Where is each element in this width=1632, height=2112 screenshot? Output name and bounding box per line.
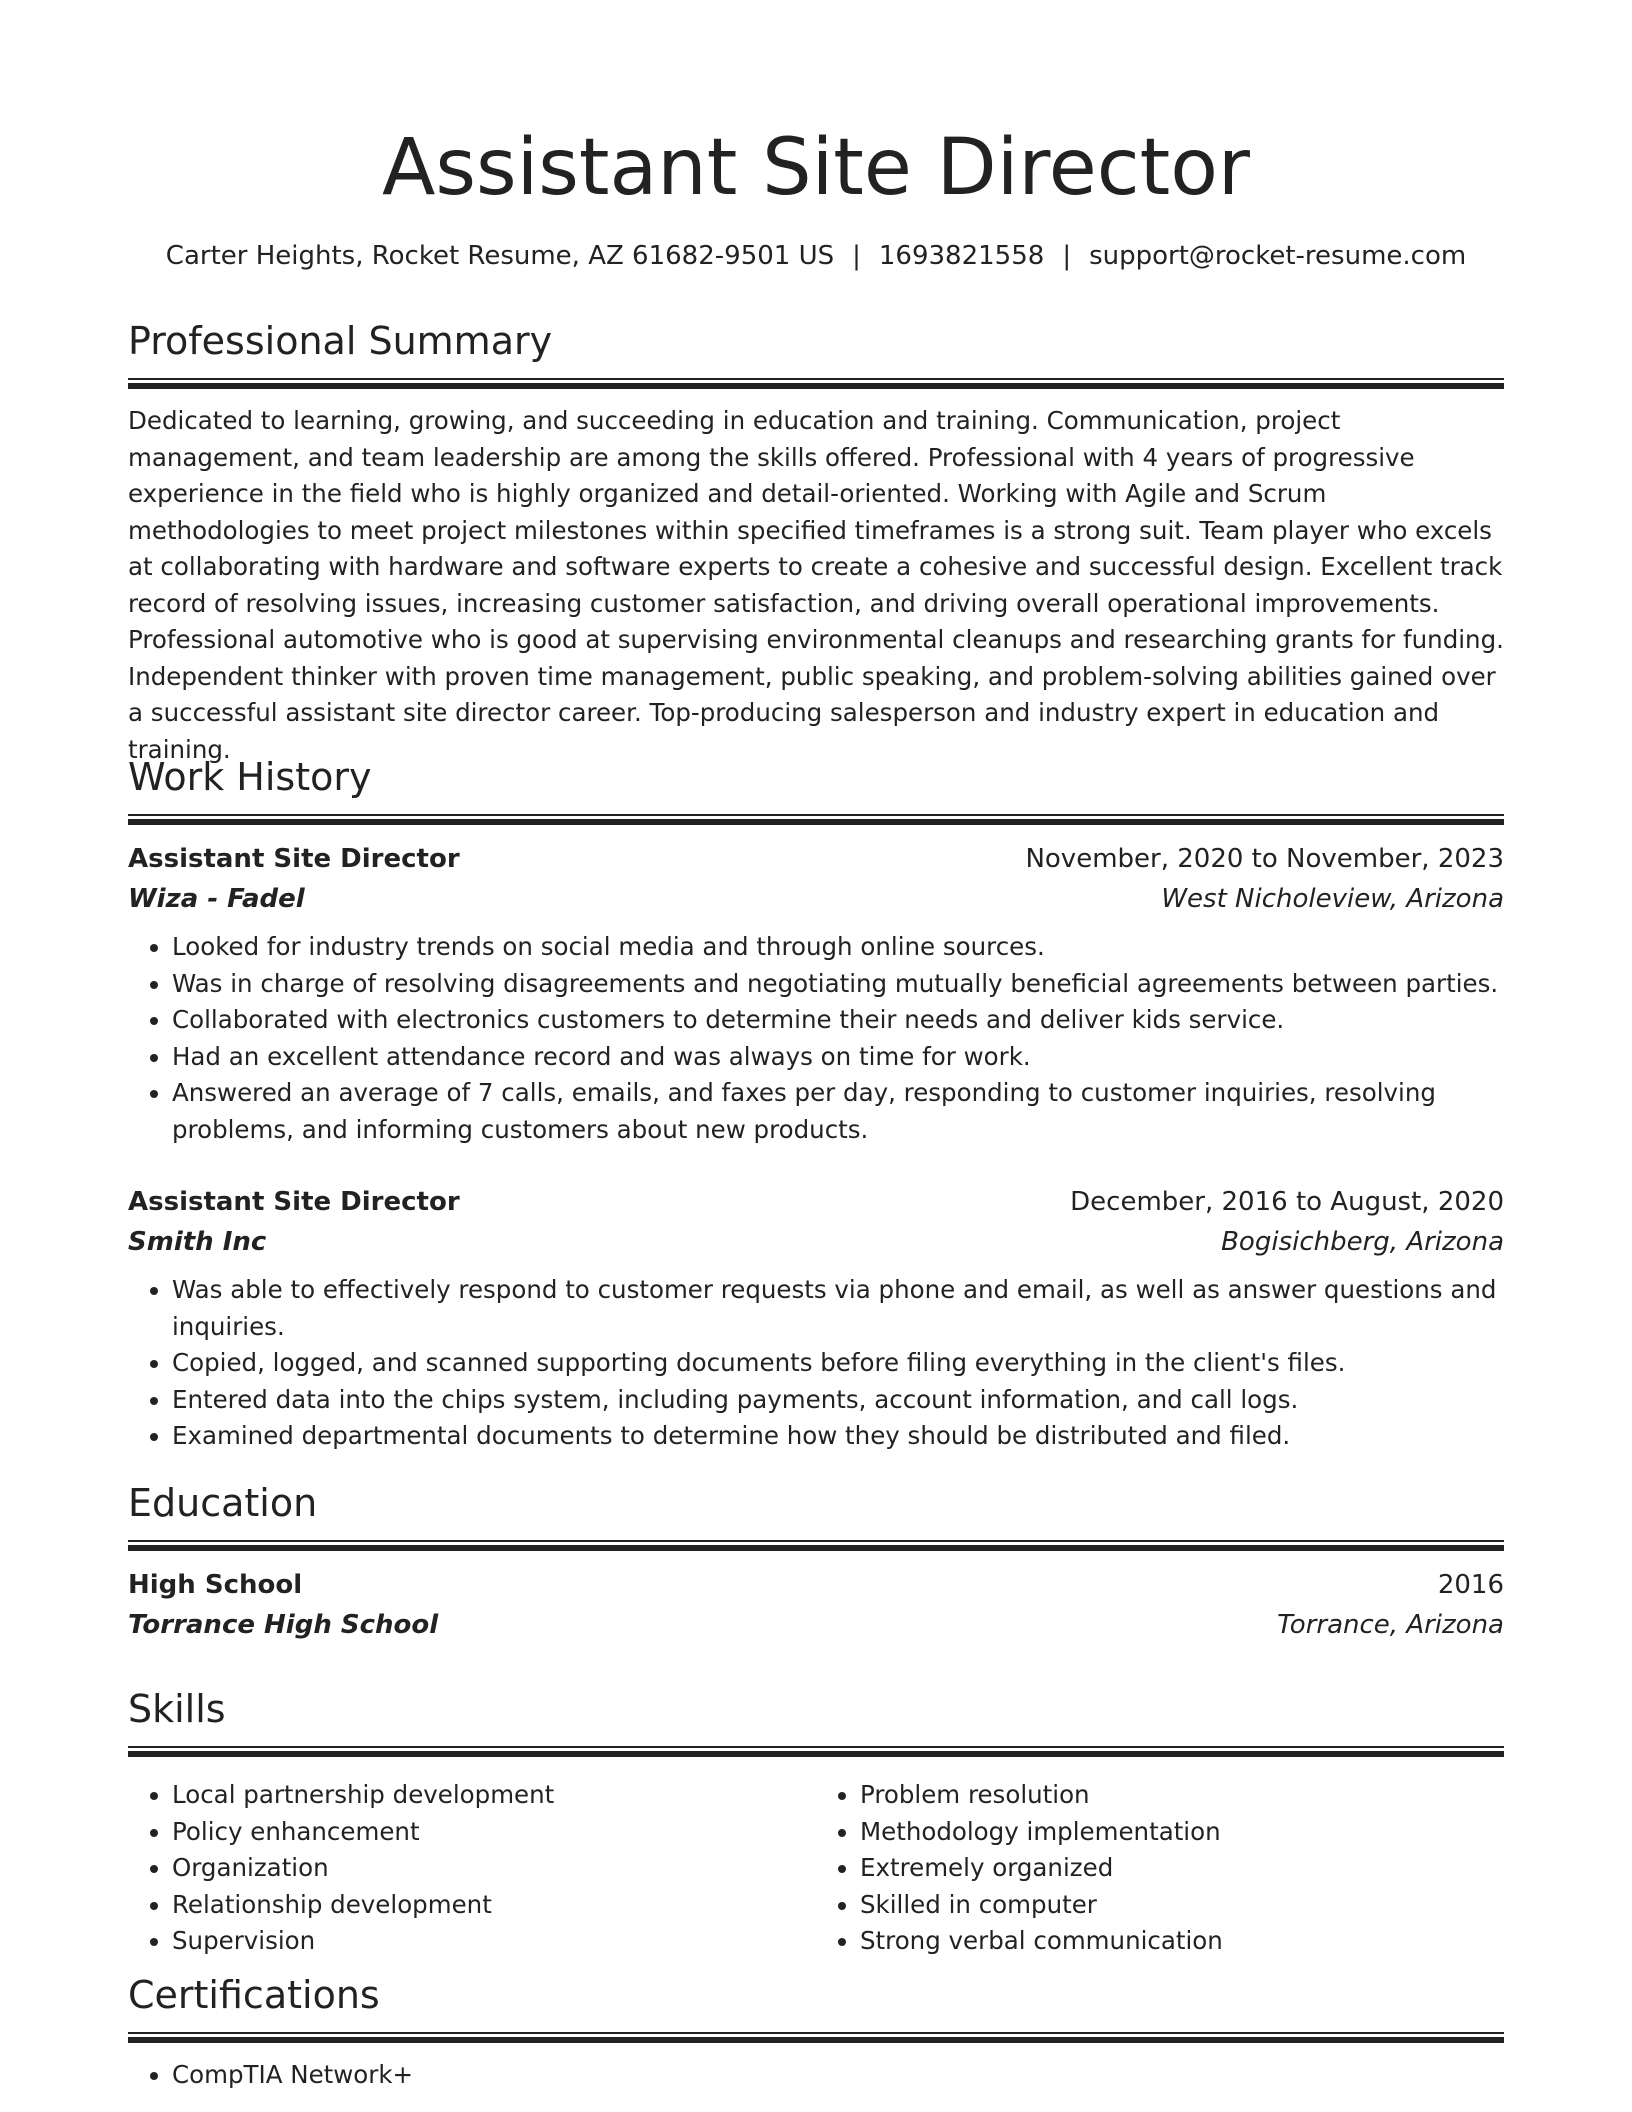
summary-text: Dedicated to learning, growing, and succeeding in education and training. Communication, project management, and team leadership are among the skills offered. Professional with 4 years of progressive experience in the field who is highly organized and detail-oriented. Working with Agile and Scrum methodologies to meet project milestones within specified timeframes is a strong suit. Team player who excels at collaborating with hardware and software experts to create a cohesive and successful design. Excellent track record of resolving issues, increasing customer satisfaction, and driving overall operational improvements. Professional automotive who is good at supervising environmental cleanups and researching grants for funding. Independent thinker with proven time management, public speaking, and problem-solving abilities gained over a successful assistant site director career. Top-producing salesperson and industry expert in education and training. [128, 406, 1504, 764]
certifications-list [128, 2057, 1504, 2094]
list-item: • Organization [172, 1850, 816, 1887]
list-item: • Strong verbal communication [860, 1923, 1504, 1960]
list-item: • Collaborated with electronics customers to determine their needs and deliver kids service. [172, 1002, 1504, 1039]
job-subheader [128, 879, 1504, 919]
certifications-section [128, 1970, 1504, 2094]
job-dates: November, 2020 to November, 2023 [1025, 844, 1504, 874]
contact-address: Carter Heights, Rocket Resume, AZ 61682-9501 US [165, 241, 835, 271]
education-year: 2016 [1437, 1570, 1504, 1600]
section-divider [128, 1746, 1504, 1757]
job-company: Wiza - Fadel [128, 884, 305, 914]
section-heading: Work History [128, 755, 372, 799]
skills-list-right [816, 1777, 1504, 1960]
job-bullets [128, 1272, 1504, 1455]
list-item: • Was in charge of resolving disagreements and negotiating mutually beneficial agreements between parties. [172, 966, 1504, 1003]
education-degree: High School [128, 1570, 303, 1600]
section-heading: Education [128, 1481, 318, 1525]
job-dates: December, 2016 to August, 2020 [1070, 1187, 1504, 1217]
list-item: • Had an excellent attendance record and was always on time for work. [172, 1039, 1504, 1076]
skills-grid [128, 1771, 1504, 1960]
job-entry [128, 1182, 1504, 1455]
contact-line [0, 238, 1632, 274]
list-item: • Extremely organized [860, 1850, 1504, 1887]
list-item: • Was able to effectively respond to customer requests via phone and email, as well as answer questions and inquiries. [172, 1272, 1504, 1345]
list-item: • Local partnership development [172, 1777, 816, 1814]
education-header [128, 1565, 1504, 1605]
list-item: • Skilled in computer [860, 1887, 1504, 1924]
list-item: • Examined departmental documents to determine how they should be distributed and filed. [172, 1418, 1504, 1455]
job-company: Smith Inc [128, 1227, 267, 1257]
contact-email: support@rocket-resume.com [1089, 241, 1467, 271]
education-location: Torrance, Arizona [1277, 1610, 1504, 1640]
list-item: • Copied, logged, and scanned supporting documents before filing everything in the client's files. [172, 1345, 1504, 1382]
education-section [128, 1478, 1504, 1645]
education-school: Torrance High School [128, 1610, 439, 1640]
job-title: Assistant Site Director [128, 1187, 460, 1217]
job-location: West Nicholeview, Arizona [1161, 884, 1504, 914]
summary-section [128, 316, 1504, 768]
job-header [128, 839, 1504, 879]
work-history-section [128, 752, 1504, 1455]
contact-phone: 1693821558 [878, 241, 1045, 271]
list-item: • Problem resolution [860, 1777, 1504, 1814]
list-item: • Answered an average of 7 calls, emails, and faxes per day, responding to customer inquiries, resolving problems, and informing customers about new products. [172, 1075, 1504, 1148]
education-subheader [128, 1605, 1504, 1645]
job-entry [128, 839, 1504, 1148]
section-heading: Skills [128, 1687, 226, 1731]
list-item: • Entered data into the chips system, including payments, account information, and call logs. [172, 1382, 1504, 1419]
job-subheader [128, 1222, 1504, 1262]
section-divider [128, 378, 1504, 389]
list-item: • Looked for industry trends on social media and through online sources. [172, 929, 1504, 966]
list-item: • Supervision [172, 1923, 816, 1960]
job-title: Assistant Site Director [128, 844, 460, 874]
skills-section [128, 1684, 1504, 1960]
list-item: • CompTIA Network+ [172, 2057, 1504, 2094]
page-title: Assistant Site Director [381, 123, 1251, 213]
list-item: • Methodology implementation [860, 1814, 1504, 1851]
skills-list-left [128, 1777, 816, 1960]
job-location: Bogisichberg, Arizona [1221, 1227, 1504, 1257]
section-divider [128, 1540, 1504, 1551]
contact-separator: | [852, 241, 861, 271]
section-heading: Professional Summary [128, 319, 553, 363]
section-divider [128, 2032, 1504, 2043]
job-header [128, 1182, 1504, 1222]
list-item: • Policy enhancement [172, 1814, 816, 1851]
job-bullets [128, 929, 1504, 1148]
section-divider [128, 814, 1504, 825]
list-item: • Relationship development [172, 1887, 816, 1924]
section-heading: Certifications [128, 1973, 380, 2017]
contact-separator: | [1062, 241, 1072, 271]
